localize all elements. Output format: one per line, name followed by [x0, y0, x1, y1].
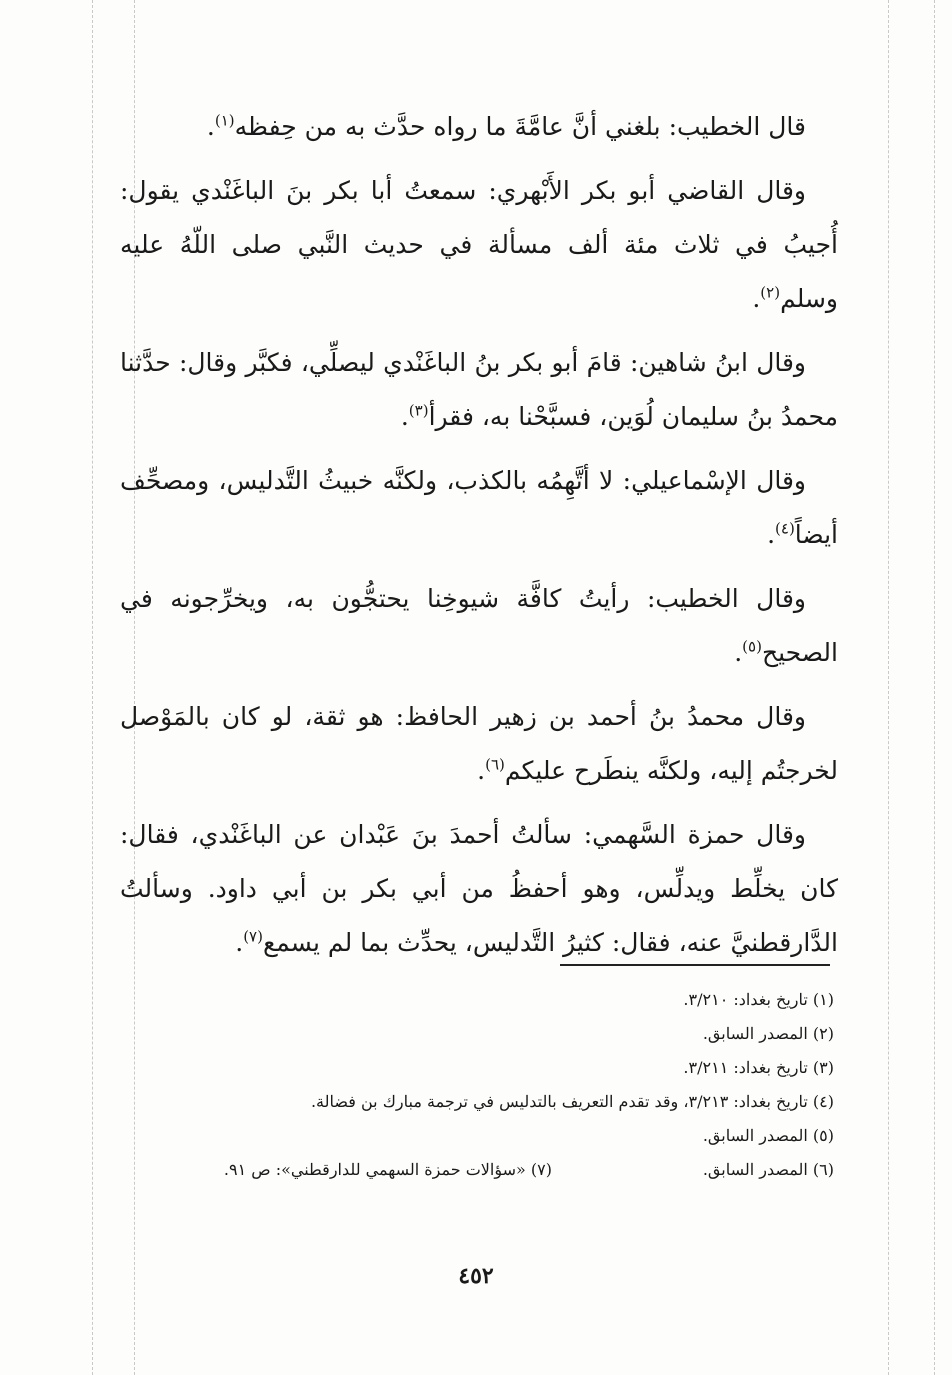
paragraph-end: .	[767, 520, 776, 549]
footnote-text: (٣) تاريخ بغداد: ٣/٢١١.	[683, 1058, 834, 1077]
paragraph-text: قال الخطيب: بلغني أنَّ عامَّةَ ما رواه حدَّث به من حِفظه	[234, 112, 806, 141]
paragraph-7	[120, 808, 838, 970]
paragraph-end: .	[235, 928, 244, 957]
paragraph-end: .	[477, 756, 486, 785]
paragraph-text: وقال ابنُ شاهين: قامَ أبو بكر بنُ الباغَنْدي ليصلِّي، فكبَّر وقال: حدَّثنا محمدُ بنُ سليمان لُوَين، فسبَّحْنا به، فقرأ	[120, 348, 838, 431]
paragraph-text: وقال حمزة السَّهمي: سألتُ أحمدَ بنَ عَبْدان عن الباغَنْدي، فقال: كان يخلِّط ويدلِّس، وهو أحفظُ من أبي بكر بن أبي داود. وسألتُ الدَّارقطنيَّ عنه، فقال: كثيرُ التَّدليس، يحدِّث بما لم يسمع	[120, 820, 838, 957]
footnote-text: (٦) المصدر السابق.	[702, 1160, 834, 1179]
footnote-ref: (١)	[214, 111, 235, 130]
footnote-text: (١) تاريخ بغداد: ٣/٢١٠.	[683, 990, 834, 1009]
footnote-ref: (٥)	[742, 637, 762, 656]
paragraph-4	[120, 454, 838, 562]
footnote-ref: (٦)	[485, 755, 505, 774]
footnote-text: (٧) «سؤالات حمزة السهمي للدارقطني»: ص ٩١.	[223, 1160, 552, 1179]
paragraph-end: .	[734, 638, 743, 667]
footnote-3	[130, 1051, 834, 1085]
page-number: ٤٥٢	[458, 1263, 494, 1289]
paragraph-text: وقال القاضي أبو بكر الأَبْهري: سمعتُ أبا بكر بنَ الباغَنْدي يقول: أُجيبُ في ثلاث مئة ألف مسألة في حديث النَّبي صلى اللّهُ عليه وسلم	[120, 176, 838, 313]
page-edge-line	[92, 0, 93, 1375]
paragraph-2	[120, 164, 838, 326]
footnote-2	[130, 1017, 834, 1051]
footnote-ref: (٧)	[243, 927, 263, 946]
footnote-text: (٥) المصدر السابق.	[702, 1126, 834, 1145]
footnote-text: (٤) تاريخ بغداد: ٣/٢١٣، وقد تقدم التعريف بالتدليس في ترجمة مبارك بن فضالة.	[310, 1092, 834, 1111]
paragraph-6	[120, 690, 838, 798]
paragraph-end: .	[752, 284, 761, 313]
footnote-text: (٢) المصدر السابق.	[702, 1024, 834, 1043]
main-text	[120, 100, 838, 980]
footnote-5	[130, 1119, 834, 1153]
footnote-ref: (٢)	[760, 283, 781, 302]
footnote-1	[130, 983, 834, 1017]
footnote-ref: (٤)	[775, 519, 795, 538]
footnote-ref: (٣)	[408, 401, 429, 420]
footnote-6-7	[130, 1153, 834, 1187]
footnote-4	[130, 1085, 834, 1119]
paragraph-text: وقال الإسْماعيلي: لا أتَّهِمُه بالكذب، ولكنَّه خبيثُ التَّدليس، ومصحِّف أيضاً	[120, 466, 838, 549]
paragraph-end: .	[206, 112, 215, 141]
footnote-separator	[560, 964, 830, 966]
paragraph-text: وقال الخطيب: رأيتُ كافَّة شيوخِنا يحتجُّون به، ويخرِّجونه في الصحيح	[120, 584, 838, 667]
footnotes	[130, 983, 834, 1187]
paragraph-3	[120, 336, 838, 444]
paragraph-1	[120, 100, 838, 154]
page-edge-line	[934, 0, 935, 1375]
paragraph-end: .	[400, 402, 409, 431]
paragraph-text: وقال محمدُ بنُ أحمد بن زهير الحافظ: هو ثقة، لو كان بالمَوْصل لخرجتُم إليه، ولكنَّه ينطَرح عليكم	[120, 702, 838, 785]
paragraph-5	[120, 572, 838, 680]
page-edge-line	[888, 0, 889, 1375]
